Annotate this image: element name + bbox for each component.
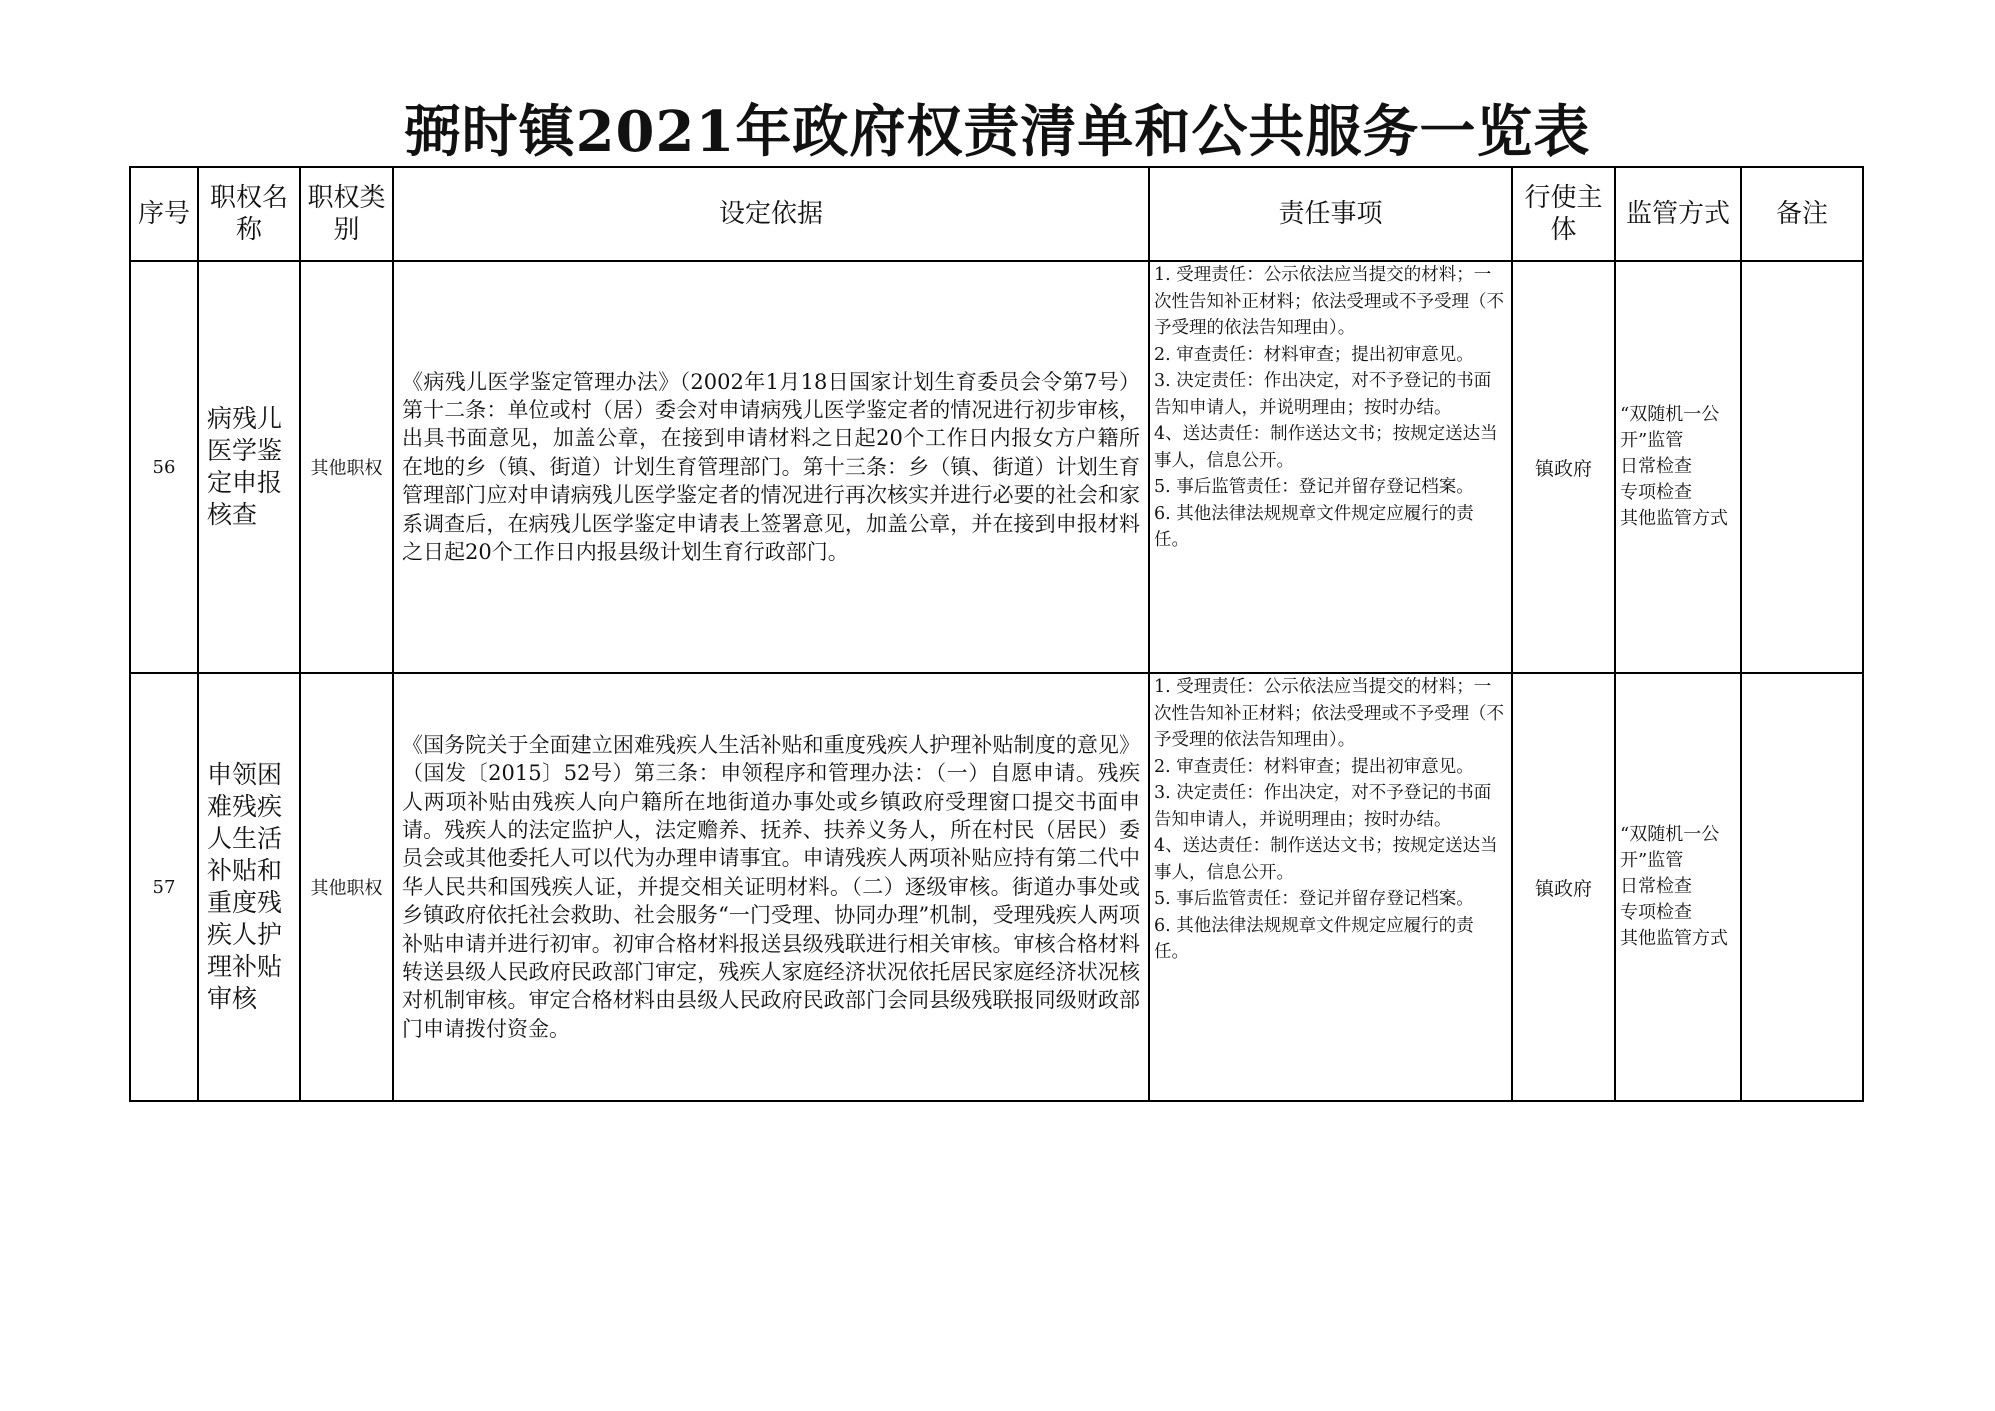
resp-item: 2. 审查责任：材料审查；提出初审意见。 (1154, 344, 1474, 365)
supervision-item: 其他监管方式 (1620, 928, 1728, 949)
supervision-item: “双随机一公开”监管 (1620, 824, 1720, 871)
supervision-item: 专项检查 (1620, 482, 1692, 503)
cell-no: 56 (130, 261, 198, 673)
resp-item: 4、送达责任：制作送达文书；按规定送达当事人，信息公开。 (1154, 424, 1498, 471)
supervision-item: “双随机一公开”监管 (1620, 404, 1720, 451)
header-subject: 行使主体 (1512, 167, 1615, 261)
supervision-item: 专项检查 (1620, 902, 1692, 923)
cell-remark (1741, 673, 1863, 1101)
cell-no: 57 (130, 673, 198, 1101)
cell-type: 其他职权 (300, 261, 393, 673)
resp-item: 1. 受理责任：公示依法应当提交的材料；一次性告知补正材料；依法受理或不予受理（不予受理的依法告知理由）。 (1154, 265, 1504, 338)
resp-item: 1. 受理责任：公示依法应当提交的材料；一次性告知补正材料；依法受理或不予受理（不予受理的依法告知理由）。 (1154, 677, 1504, 750)
cell-type: 其他职权 (300, 673, 393, 1101)
header-remark: 备注 (1741, 167, 1863, 261)
supervision-item: 其他监管方式 (1620, 508, 1728, 529)
resp-item: 4、送达责任：制作送达文书；按规定送达当事人，信息公开。 (1154, 836, 1498, 883)
header-name: 职权名称 (198, 167, 300, 261)
cell-name: 病残儿医学鉴定申报核查 (198, 261, 300, 673)
header-basis: 设定依据 (393, 167, 1149, 261)
page-title: 弼时镇2021年政府权责清单和公共服务一览表 (404, 99, 1591, 165)
responsibility-table (129, 166, 1864, 1102)
header-resp: 责任事项 (1149, 167, 1512, 261)
header-no: 序号 (130, 167, 198, 261)
cell-basis: 《国务院关于全面建立困难残疾人生活补贴和重度残疾人护理补贴制度的意见》（国发〔2015〕52号）第三条：申领程序和管理办法：（一）自愿申请。残疾人两项补贴由残疾人向户籍所在地街道办事处或乡镇政府受理窗口提交书面申请。残疾人的法定监护人，法定赡养、抚养、扶养义务人，所在村民（居民）委员会或其他委托人可以代为办理申请事宜。申请残疾人两项补贴应持有第二代中华人民共和国残疾人证，并提交相关证明材料。（二）逐级审核。街道办事处或乡镇政府依托社会救助、社会服务“一门受理、协同办理”机制，受理残疾人两项补贴申请并进行初审。初审合格材料报送县级残联进行相关审核。审核合格材料转送县级人民政府民政部门审定，残疾人家庭经济状况依托居民家庭经济状况核对机制审核。审定合格材料由县级人民政府民政部门会同县级残联报同级财政部门申请拨付资金。 (393, 673, 1149, 1101)
cell-name: 申领困难残疾人生活补贴和重度残疾人护理补贴审核 (198, 673, 300, 1101)
cell-basis: 《病残儿医学鉴定管理办法》（2002年1月18日国家计划生育委员会令第7号）第十二条：单位或村（居）委会对申请病残儿医学鉴定者的情况进行初步审核，出具书面意见，加盖公章，在接到申请材料之日起20个工作日内报女方户籍所在地的乡（镇、街道）计划生育管理部门。第十三条：乡（镇、街道）计划生育管理部门应对申请病残儿医学鉴定者的情况进行再次核实并进行必要的社会和家系调查后，在病残儿医学鉴定申请表上签署意见，加盖公章，并在接到申报材料之日起20个工作日内报县级计划生育行政部门。 (393, 261, 1149, 673)
supervision-item: 日常检查 (1620, 876, 1692, 897)
cell-supervision (1615, 673, 1741, 1101)
cell-resp (1149, 261, 1512, 673)
cell-remark (1741, 261, 1863, 673)
resp-item: 3. 决定责任：作出决定，对不予登记的书面告知申请人，并说明理由；按时办结。 (1154, 783, 1492, 830)
resp-item: 5. 事后监管责任：登记并留存登记档案。 (1154, 477, 1474, 497)
header-type: 职权类别 (300, 167, 393, 261)
cell-subject: 镇政府 (1512, 261, 1615, 673)
table-row (130, 673, 1863, 1101)
resp-item: 6. 其他法律法规规章文件规定应履行的责任。 (1154, 915, 1474, 962)
table-row (130, 261, 1863, 673)
cell-resp (1149, 673, 1512, 1101)
resp-item: 5. 事后监管责任：登记并留存登记档案。 (1154, 889, 1474, 909)
supervision-item: 日常检查 (1620, 456, 1692, 477)
resp-item: 2. 审查责任：材料审查；提出初审意见。 (1154, 756, 1474, 777)
cell-supervision (1615, 261, 1741, 673)
resp-item: 3. 决定责任：作出决定，对不予登记的书面告知申请人，并说明理由；按时办结。 (1154, 371, 1492, 418)
cell-subject: 镇政府 (1512, 673, 1615, 1101)
resp-item: 6. 其他法律法规规章文件规定应履行的责任。 (1154, 503, 1474, 550)
table-header-row (130, 167, 1863, 261)
header-supervision: 监管方式 (1615, 167, 1741, 261)
